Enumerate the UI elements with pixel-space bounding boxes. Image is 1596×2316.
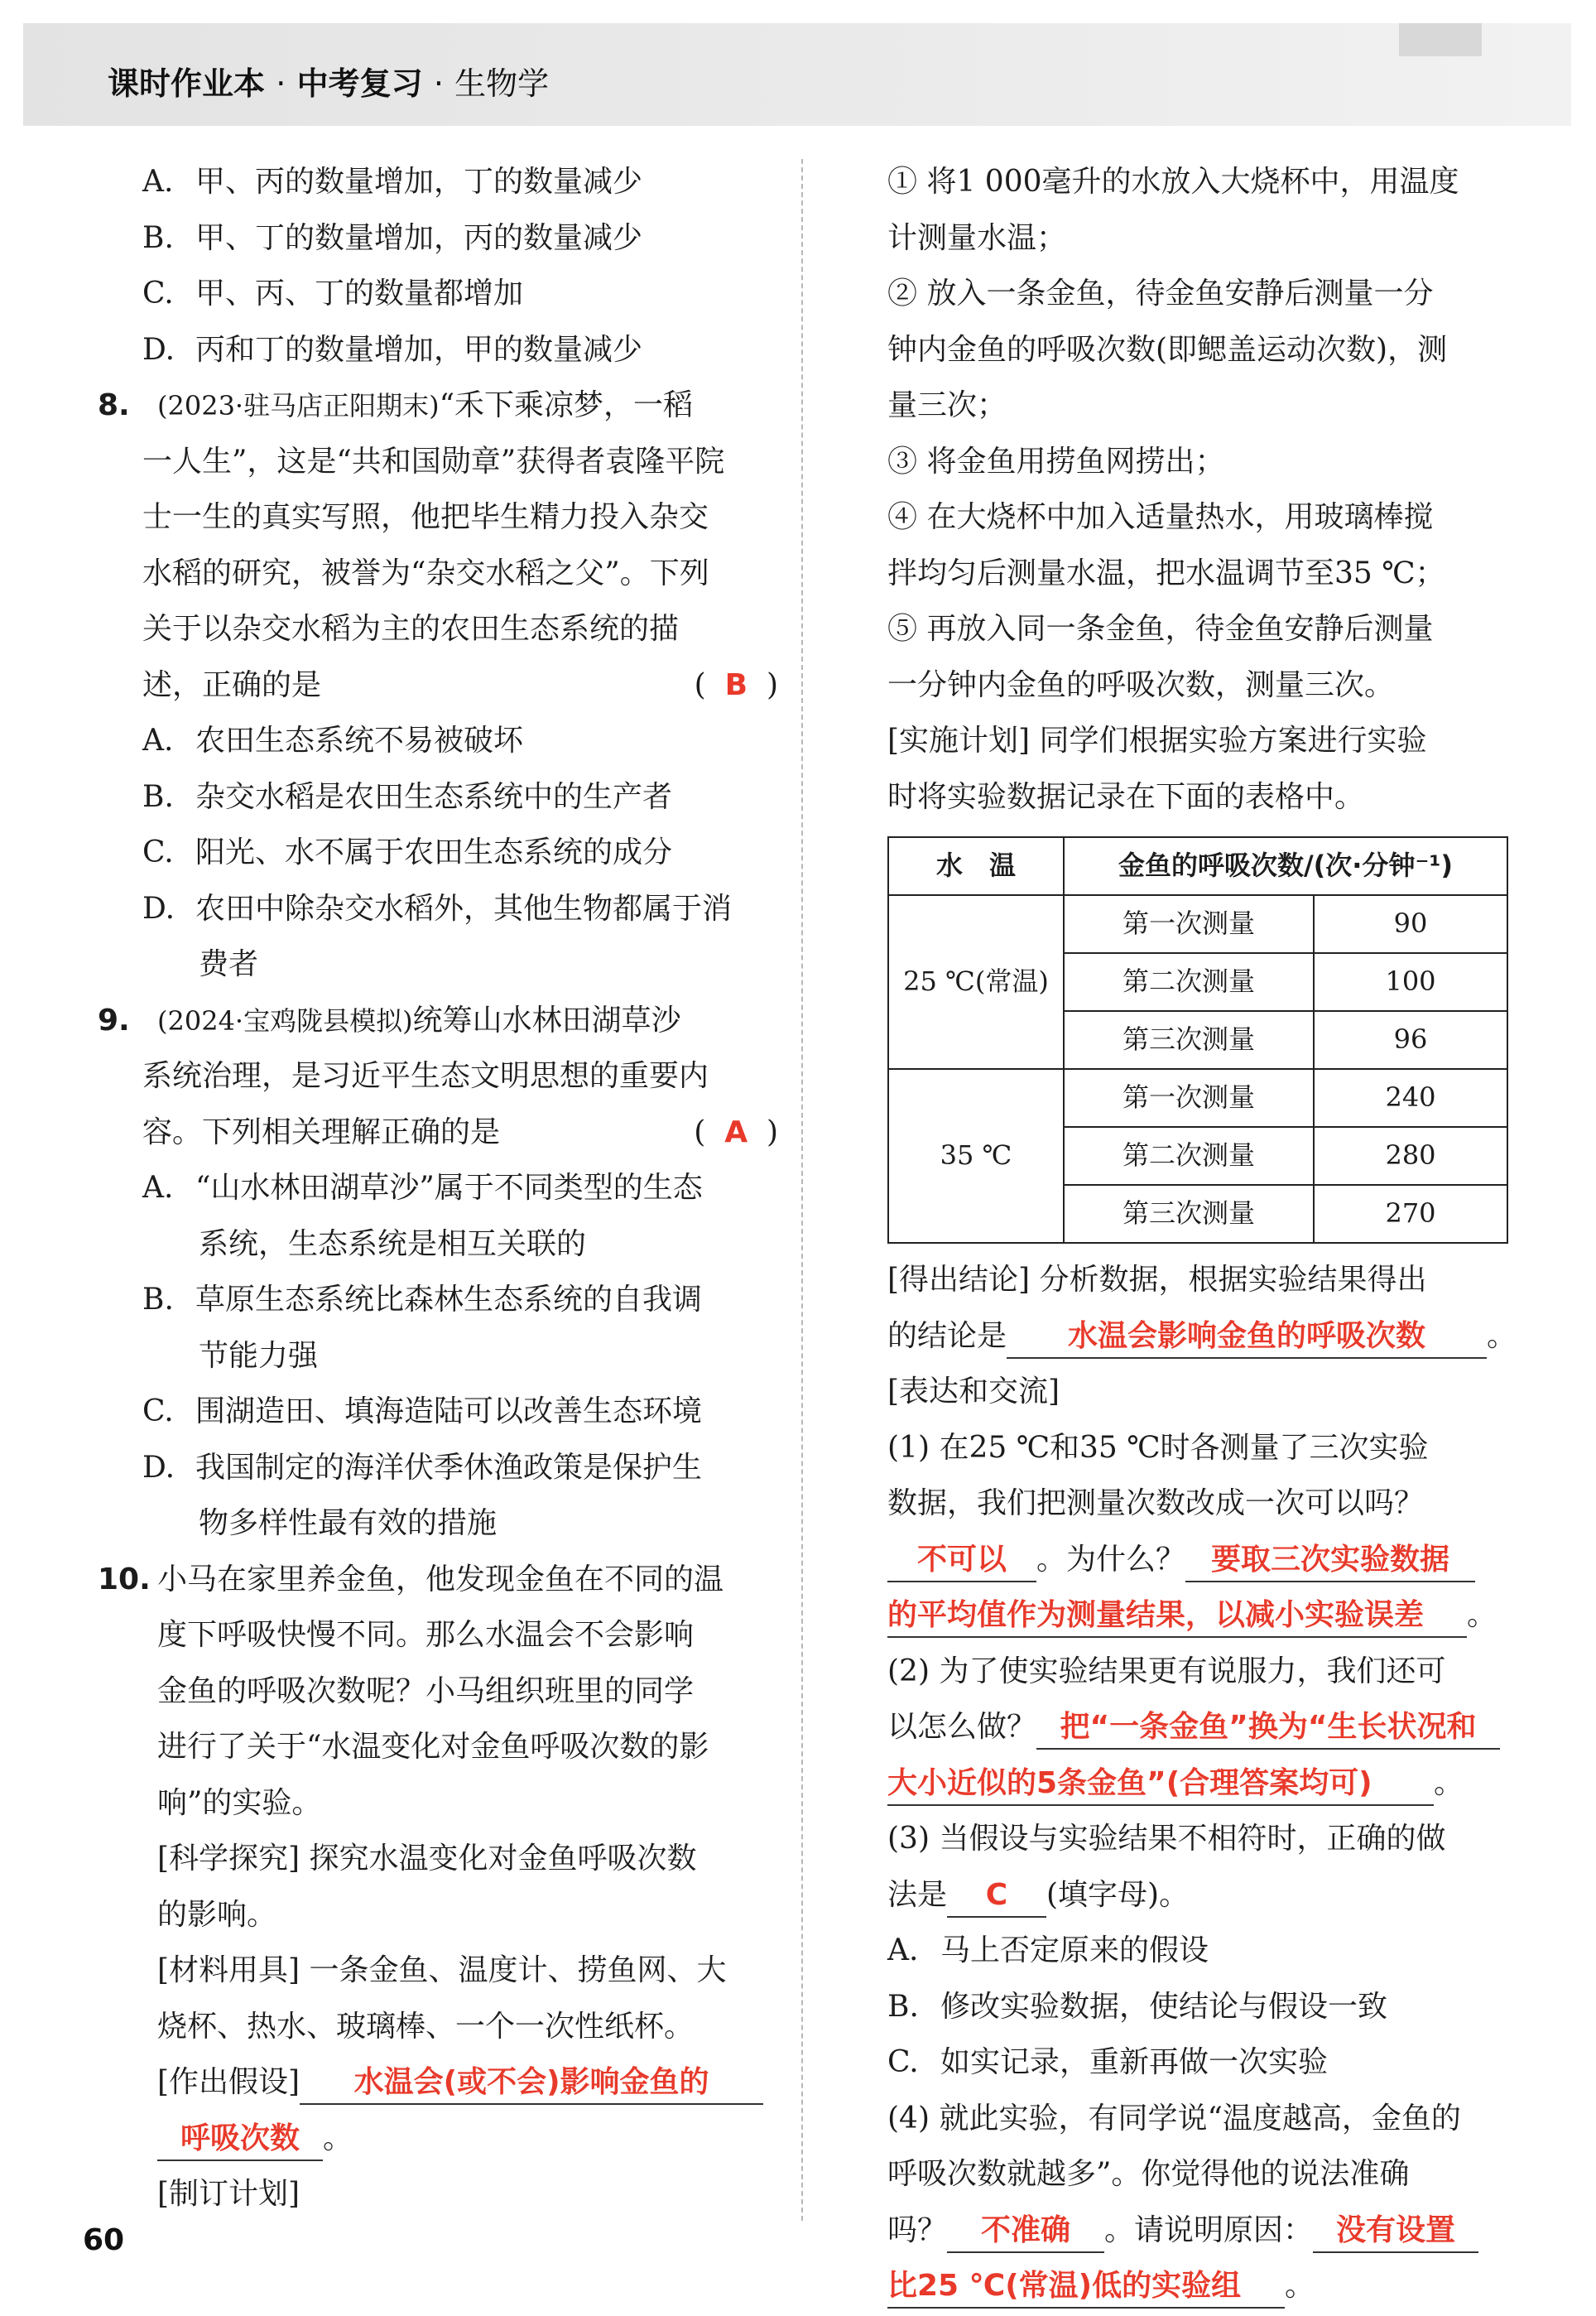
p1-line: 数据，我们把测量次数改成一次可以吗？ [887,1486,1425,1520]
q10-stem-line: 响”的实验。 [157,1785,322,1820]
measure-label: 第二次测量 [1064,1127,1314,1185]
q10-materials-line: [材料用具] 一条金鱼、温度计、捞鱼网、大 [157,1953,727,1987]
q9-option-d: D. 我国制定的海洋伏季休渔政策是保护生 [142,1450,703,1485]
q9-option-a: A. “山水林田湖草沙”属于不同类型的生态 [142,1171,703,1205]
q10-hypothesis-line: 呼吸次数 。 [98,2111,778,2167]
q9-stem-line: 系统治理，是习近平生态文明思想的重要内 [142,1059,709,1093]
table-header-row [888,837,1507,895]
p2-answer: 把“一条金鱼”换为“生长状况和 [1036,1707,1500,1750]
measure-label: 第一次测量 [1064,1069,1314,1127]
title-sep: · [433,65,444,102]
conclusion-line: [得出结论] 分析数据，根据实验结果得出 [887,1263,1427,1297]
conclusion-answer: 水温会影响金鱼的呼吸次数 [1007,1316,1487,1359]
p3-answer-line: 法是 C (填字母)。 [887,1867,1508,1924]
q8-stem-line: 8. (2023·驻马店正阳期末)“禾下乘凉梦，一稻 [98,378,778,434]
q9-source: (2024·宝鸡陇县模拟) [157,1004,413,1037]
q8-stem-line: 一人生”，这是“共和国勋章”获得者袁隆平院 [142,444,725,479]
q9-option-d-cont: 物多样性最有效的措施 [199,1506,498,1540]
breathing-data-table [887,836,1508,1244]
measure-value: 240 [1314,1069,1507,1127]
measure-label: 第三次测量 [1064,1011,1314,1069]
q9-answer-bracket: ( A ) [694,1115,778,1149]
p2-line: (2) 为了使实验结果更有说服力，我们还可 [887,1654,1446,1688]
p1-reason-line: 的平均值作为测量结果，以减小实验误差 。 [887,1587,1508,1644]
q7-option-a: A. 甲、丙的数量增加，丁的数量减少 [142,165,643,199]
hypothesis-label: [作出假设] [157,2065,300,2099]
q10-number: 10. [98,1562,151,1596]
step-line: 计测量水温； [887,220,1067,255]
step-line: ④ 在大烧杯中加入适量热水，用玻璃棒搅 [887,500,1434,534]
page-number: 60 [83,2223,125,2257]
q8-number: 8. [98,388,130,422]
measure-value: 270 [1314,1185,1507,1243]
step-line: ⑤ 再放入同一条金鱼，待金鱼安静后测量 [887,612,1434,646]
p3-option-a: A. 马上否定原来的假设 [887,1933,1209,1967]
q8-stem-line: 关于以杂交水稻为主的农田生态系统的描 [142,612,680,646]
plan-label: [制订计划] [157,2177,300,2211]
measure-label: 第一次测量 [1064,895,1314,953]
conclusion-answer-line: 的结论是 水温会影响金鱼的呼吸次数 。 [887,1308,1508,1365]
column-divider [801,159,803,2221]
book-series: 课时作业本 [108,65,266,102]
p4-reason-cont: 比25 ℃(常温)低的实验组 [887,2265,1285,2309]
q7-option-d: D. 丙和丁的数量增加，甲的数量减少 [142,332,643,367]
q8-answer: B [724,667,748,702]
table-row [888,1069,1507,1127]
q8-option-a: A. 农田生态系统不易被破坏 [142,724,524,758]
measure-value: 280 [1314,1127,1507,1185]
q8-option-b: B. 杂交水稻是农田生态系统中的生产者 [142,779,673,814]
measure-value: 96 [1314,1011,1507,1069]
p1-line: (1) 在25 ℃和35 ℃时各测量了三次实验 [887,1430,1429,1465]
p1-reason-cont: 的平均值作为测量结果，以减小实验误差 [887,1595,1467,1638]
q8-option-d: D. 农田中除杂交水稻外，其他生物都属于消 [142,891,733,926]
p3-answer: C [947,1875,1046,1918]
temp-cell: 25 ℃(常温) [888,895,1064,1069]
step-line: 时将实验数据记录在下面的表格中。 [887,779,1365,814]
q10-explore-line: [科学探究] 探究水温变化对金鱼呼吸次数 [157,1842,697,1875]
q9-option-b-cont: 节能力强 [199,1338,319,1373]
p3-option-c: C. 如实记录，重新再做一次实验 [887,2045,1329,2079]
step-line: 钟内金鱼的呼吸次数(即鳃盖运动次数)，测 [887,332,1448,367]
book-subject: 生物学 [454,65,550,102]
q7-option-b: B. 甲、丁的数量增加，丙的数量减少 [142,220,643,255]
title-sep: · [276,65,286,102]
step-line: 量三次； [887,388,1007,422]
q8-stem-line: 士一生的真实写照，他把毕生精力投入杂交 [142,500,709,534]
p4-line: (4) 就此实验，有同学说“温度越高，金鱼的 [887,2101,1461,2135]
step-line: ③ 将金鱼用捞鱼网捞出； [887,444,1225,479]
header-tab [1399,23,1482,56]
express-label: [表达和交流] [887,1375,1060,1408]
p3-option-b: B. 修改实验数据，使结论与假设一致 [887,1989,1388,2024]
temp-cell: 35 ℃ [888,1069,1064,1243]
header-temp: 水 温 [888,837,1064,895]
q9-option-a-cont: 系统，生态系统是相互关联的 [199,1226,587,1261]
q9-number: 9. [98,1003,130,1038]
table-row [888,895,1507,953]
hypothesis-answer-cont: 呼吸次数 [157,2118,323,2161]
q8-option-d-cont: 费者 [199,947,259,981]
step-line: ① 将1 000毫升的水放入大烧杯中，用温度 [887,165,1459,199]
p2-answer-line: 大小近似的5条金鱼”(合理答案均可) 。 [887,1755,1508,1812]
p4-line: 呼吸次数就越多”。你觉得他的说法准确 [887,2157,1410,2191]
p4-reason: 没有设置 [1313,2210,1478,2253]
hypothesis-answer: 水温会(或不会)影响金鱼的 [300,2062,763,2105]
measure-value: 90 [1314,895,1507,953]
q10-explore-line: 的影响。 [157,1897,277,1932]
q9-option-b: B. 草原生态系统比森林生态系统的自我调 [142,1283,703,1317]
p4-answer-line: 吗？ 不准确 。请说明原因： 没有设置 [887,2203,1508,2259]
right-column [887,154,1517,2314]
step-line: 一分钟内金鱼的呼吸次数，测量三次。 [887,667,1395,702]
p1-answer: 不可以 [887,1539,1036,1582]
q7-option-c: C. 甲、丙、丁的数量都增加 [142,277,524,311]
p4-reason-line: 比25 ℃(常温)低的实验组 。 [887,2258,1508,2314]
q9-stem-line: 9. (2024·宝鸡陇县模拟)统筹山水林田湖草沙 [98,993,778,1049]
left-column [98,154,778,2222]
step-line: 拌均匀后测量水温，把水温调节至35 ℃； [887,556,1445,590]
book-edition: 中考复习 [296,65,423,102]
q10-hypothesis-line [98,2054,778,2111]
p3-line: (3) 当假设与实验结果不相符时，正确的做 [887,1822,1446,1856]
q8-source: (2023·驻马店正阳期末) [157,390,440,421]
p4-answer: 不准确 [947,2210,1104,2253]
header-rate: 金鱼的呼吸次数/(次·分钟⁻¹) [1064,837,1507,895]
q10-stem-line: 进行了关于“水温变化对金鱼呼吸次数的影 [157,1730,709,1764]
q10-stem-line: 10. 小马在家里养金鱼，他发现金鱼在不同的温 [98,1552,778,1608]
q9-stem-line: 容。下列相关理解正确的是 ( A ) [98,1105,778,1161]
p2-answer-cont: 大小近似的5条金鱼”(合理答案均可) [887,1763,1434,1806]
step-line: [实施计划] 同学们根据实验方案进行实验 [887,724,1427,758]
measure-value: 100 [1314,953,1507,1011]
p1-reason: 要取三次实验数据 [1185,1539,1475,1582]
step-line: ② 放入一条金鱼，待金鱼安静后测量一分 [887,277,1434,311]
q10-materials-line: 烧杯、热水、玻璃棒、一个一次性纸杯。 [157,2009,695,2044]
p2-answer-line: 以怎么做？ 把“一条金鱼”换为“生长状况和 [887,1699,1508,1755]
q10-stem-line: 度下呼吸快慢不同。那么水温会不会影响 [157,1618,695,1652]
q10-stem-line: 金鱼的呼吸次数呢？小马组织班里的同学 [157,1673,695,1708]
book-title [108,58,549,104]
q8-option-c: C. 阳光、水不属于农田生态系统的成分 [142,835,673,869]
q9-option-c: C. 围湖造田、填海造陆可以改善生态环境 [142,1394,703,1428]
q8-stem-line: 述，正确的是 ( B ) [98,657,778,714]
p1-answer-line: 不可以 。为什么？ 要取三次实验数据 [887,1532,1508,1588]
measure-label: 第三次测量 [1064,1185,1314,1243]
q9-answer: A [724,1115,748,1149]
measure-label: 第二次测量 [1064,953,1314,1011]
q8-stem-line: 水稻的研究，被誉为“杂交水稻之父”。下列 [142,556,709,590]
q8-answer-bracket: ( B ) [694,667,778,702]
